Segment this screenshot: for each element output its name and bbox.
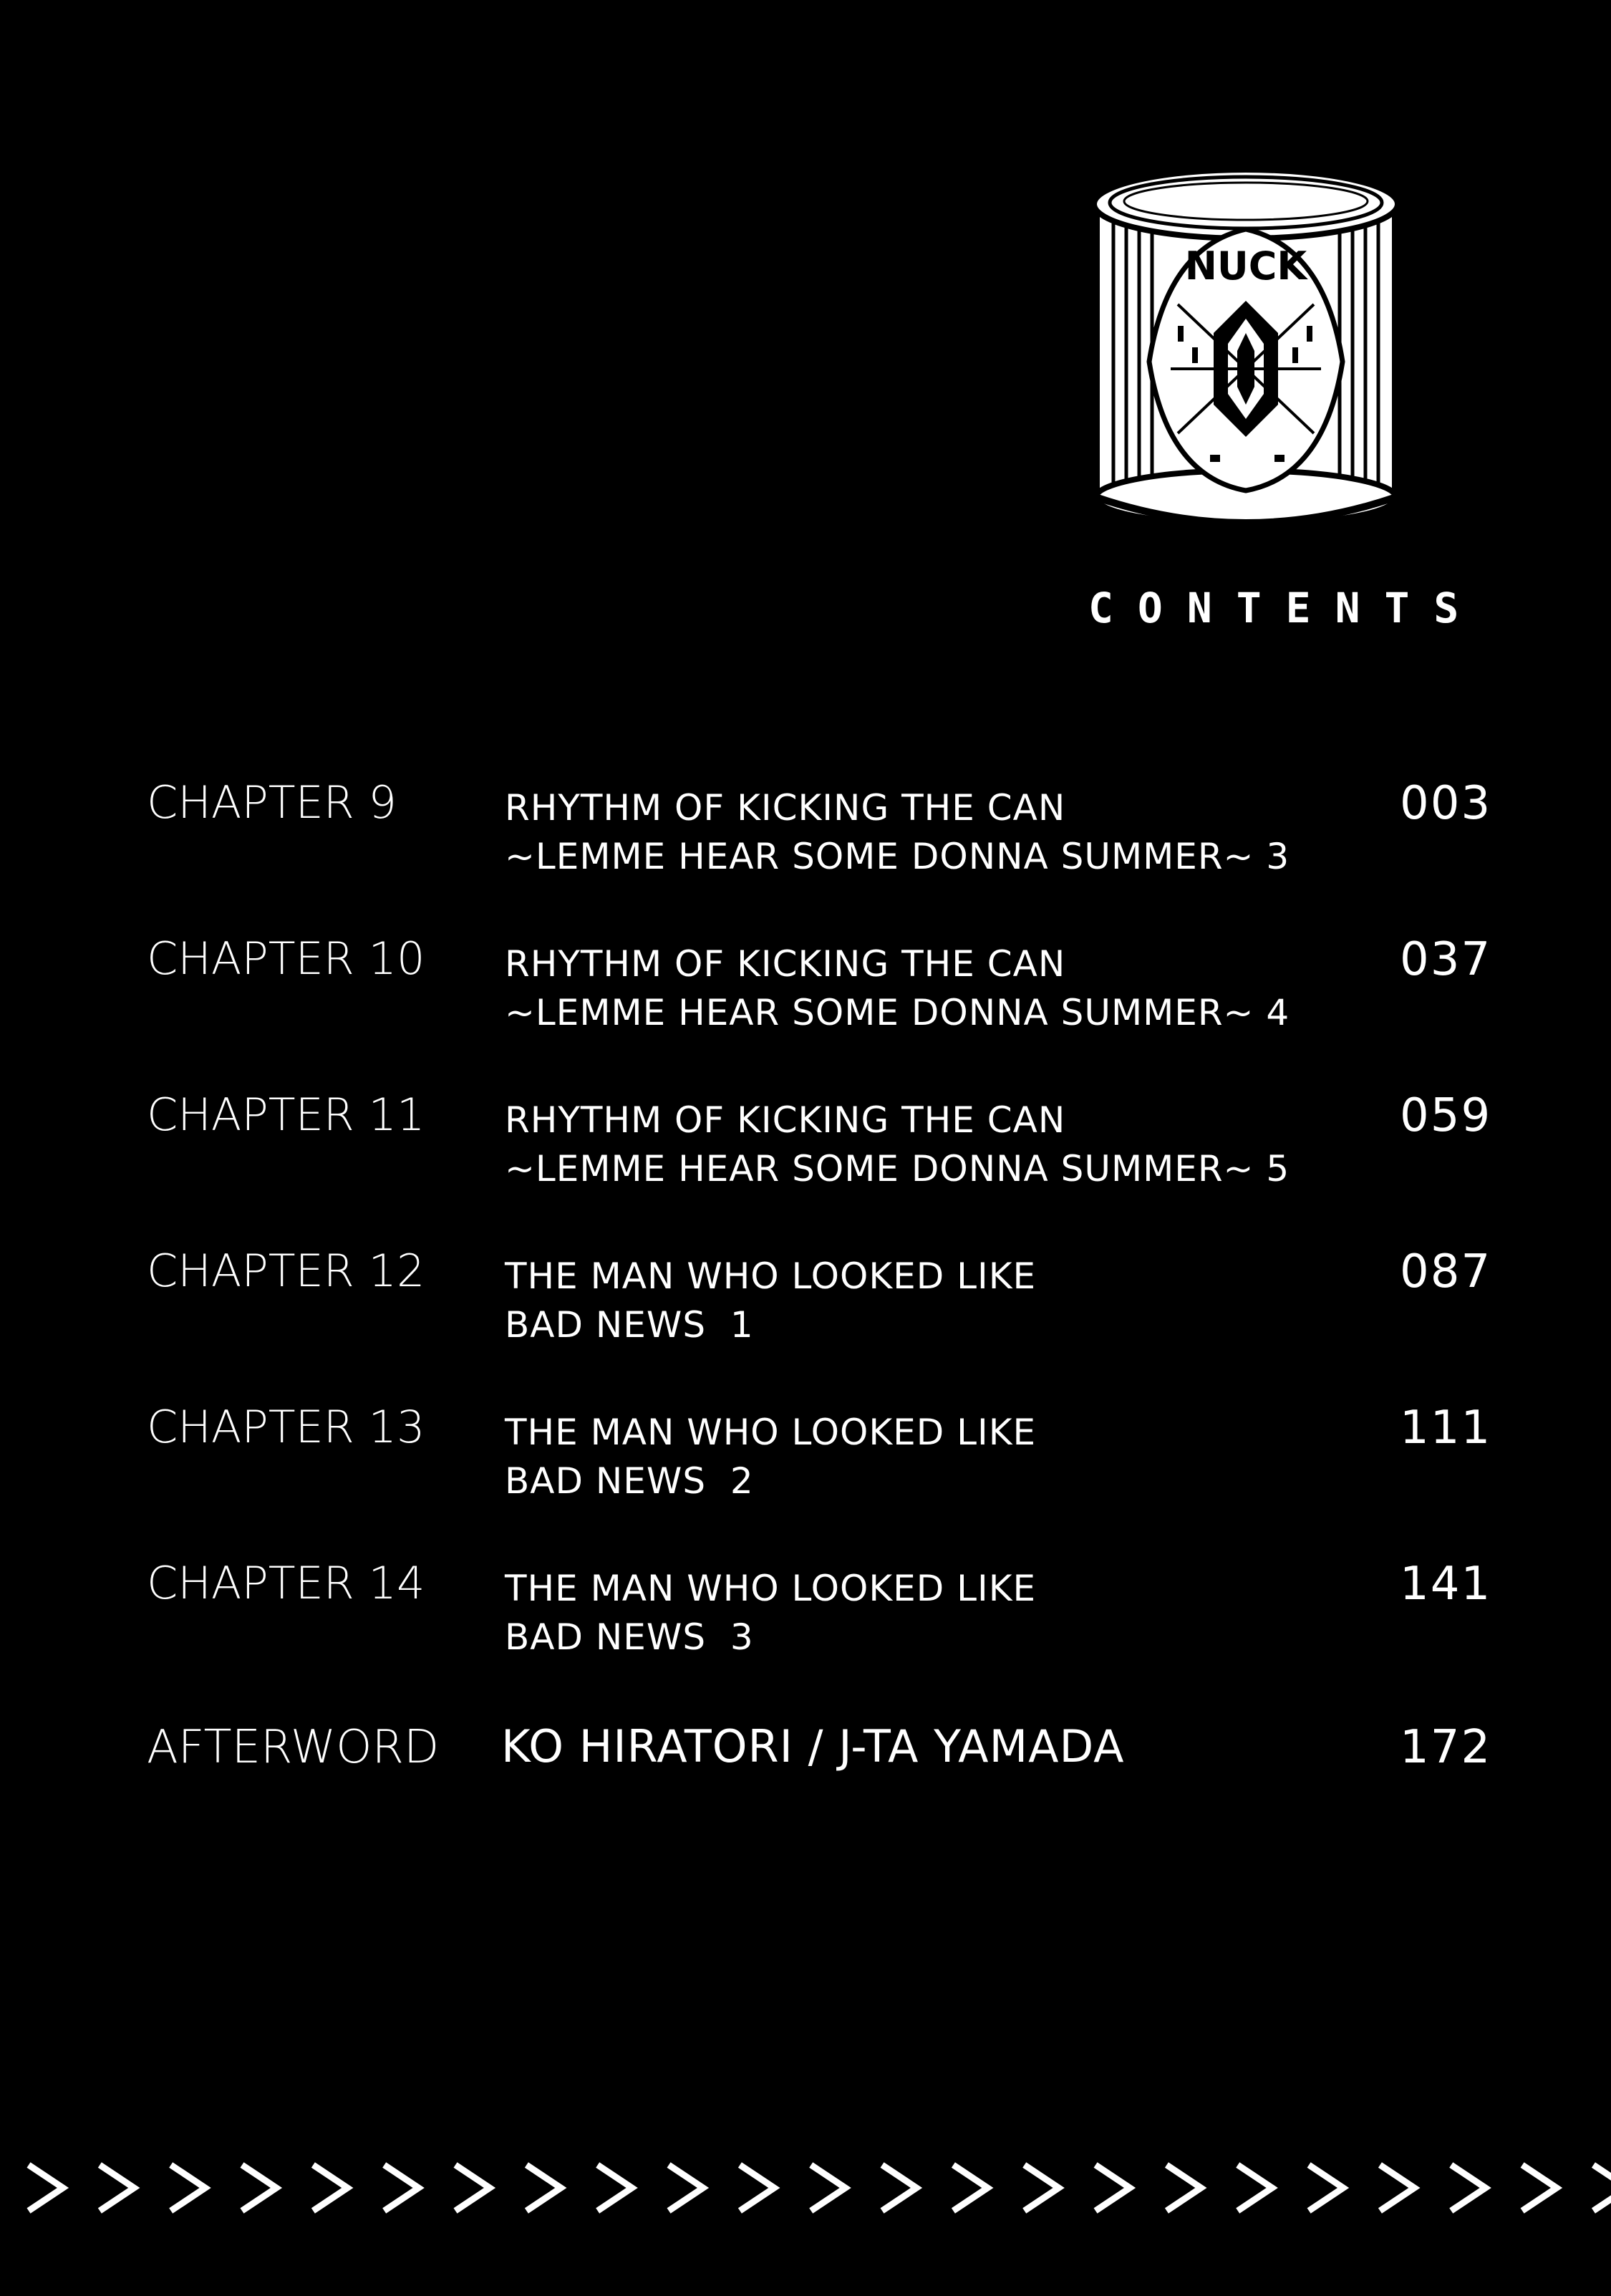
page-number: 172 (1400, 1721, 1492, 1774)
afterword-label: AFTERWORD (147, 1721, 440, 1774)
afterword-authors (501, 1720, 1360, 1772)
page-number: 059 (1400, 1089, 1492, 1142)
chapter-title-line-2: ~LEMME HEAR SOME DONNA SUMMER~ 3 (505, 836, 1290, 877)
chevron-right-icon (455, 2165, 490, 2211)
chevron-band (0, 2152, 1611, 2224)
chapter-title (505, 783, 1364, 881)
chevron-right-icon (1238, 2165, 1272, 2211)
chevron-right-icon (1166, 2165, 1201, 2211)
chevron-right-icon (1380, 2165, 1414, 2211)
chapter-title (505, 1408, 1364, 1505)
page-number: 141 (1400, 1558, 1492, 1611)
chevron-right-icon (669, 2165, 703, 2211)
page-number: 087 (1400, 1245, 1492, 1298)
chevron-right-icon (1522, 2165, 1557, 2211)
chapter-title-line-1: RHYTHM OF KICKING THE CAN (505, 1099, 1066, 1141)
chapter-title (505, 1564, 1364, 1661)
chapter-title (505, 940, 1364, 1037)
list-item (0, 1089, 1611, 1200)
chevron-right-icon (29, 2165, 63, 2211)
chapter-label: CHAPTER 9 (147, 776, 397, 829)
chevron-right-icon (1095, 2165, 1130, 2211)
chapter-label: CHAPTER 13 (147, 1401, 425, 1453)
chevron-right-icon (526, 2165, 561, 2211)
chevron-right-icon (882, 2165, 916, 2211)
chapter-label: CHAPTER 11 (147, 1089, 425, 1141)
list-item (0, 1557, 1611, 1669)
chevron-right-icon (1025, 2165, 1059, 2211)
chapter-title-line-1: RHYTHM OF KICKING THE CAN (505, 943, 1066, 985)
chevron-right-icon (1309, 2165, 1343, 2211)
chevron-right-icon (811, 2165, 846, 2211)
tin-can-icon (1085, 161, 1407, 534)
chevron-right-icon (242, 2165, 276, 2211)
chapter-title-line-2: BAD NEWS 2 (505, 1460, 754, 1502)
chapter-title-line-1: THE MAN WHO LOOKED LIKE (505, 1412, 1037, 1453)
chapter-title-line-2: ~LEMME HEAR SOME DONNA SUMMER~ 5 (505, 1148, 1290, 1190)
chevron-right-icon (1593, 2165, 1611, 2211)
chevron-right-icon (384, 2165, 419, 2211)
chapter-title-line-1: THE MAN WHO LOOKED LIKE (505, 1255, 1037, 1297)
list-item (0, 932, 1611, 1044)
chapter-label: CHAPTER 12 (147, 1245, 425, 1297)
chapter-label: CHAPTER 10 (147, 932, 425, 985)
chapter-label: CHAPTER 14 (147, 1557, 425, 1609)
list-item (0, 1401, 1611, 1513)
afterword-authors-text: KO HIRATORI / J-TA YAMADA (501, 1720, 1125, 1772)
chapter-title (505, 1096, 1364, 1193)
page-number: 111 (1400, 1402, 1492, 1455)
chapter-title (505, 1252, 1364, 1349)
chapter-title-line-2: BAD NEWS 3 (505, 1616, 754, 1658)
chevron-right-icon (100, 2165, 134, 2211)
chapter-title-line-1: RHYTHM OF KICKING THE CAN (505, 787, 1066, 829)
page-number: 037 (1400, 933, 1492, 986)
chapter-title-line-2: ~LEMME HEAR SOME DONNA SUMMER~ 4 (505, 992, 1290, 1033)
list-item (0, 776, 1611, 888)
chapter-title-line-2: BAD NEWS 1 (505, 1304, 754, 1346)
page-title: CONTENTS (1088, 584, 1484, 632)
list-item (0, 1245, 1611, 1356)
afterword-row (0, 1720, 1611, 1832)
chevron-right-icon (1451, 2165, 1486, 2211)
page-number: 003 (1400, 777, 1492, 830)
chevron-right-icon (740, 2165, 774, 2211)
chevron-right-icon (953, 2165, 987, 2211)
chevron-right-icon (313, 2165, 347, 2211)
chevron-right-icon (171, 2165, 205, 2211)
chevron-right-icon (598, 2165, 632, 2211)
svg-text:NUCK: NUCK (1184, 243, 1307, 289)
chapter-title-line-1: THE MAN WHO LOOKED LIKE (505, 1568, 1037, 1609)
